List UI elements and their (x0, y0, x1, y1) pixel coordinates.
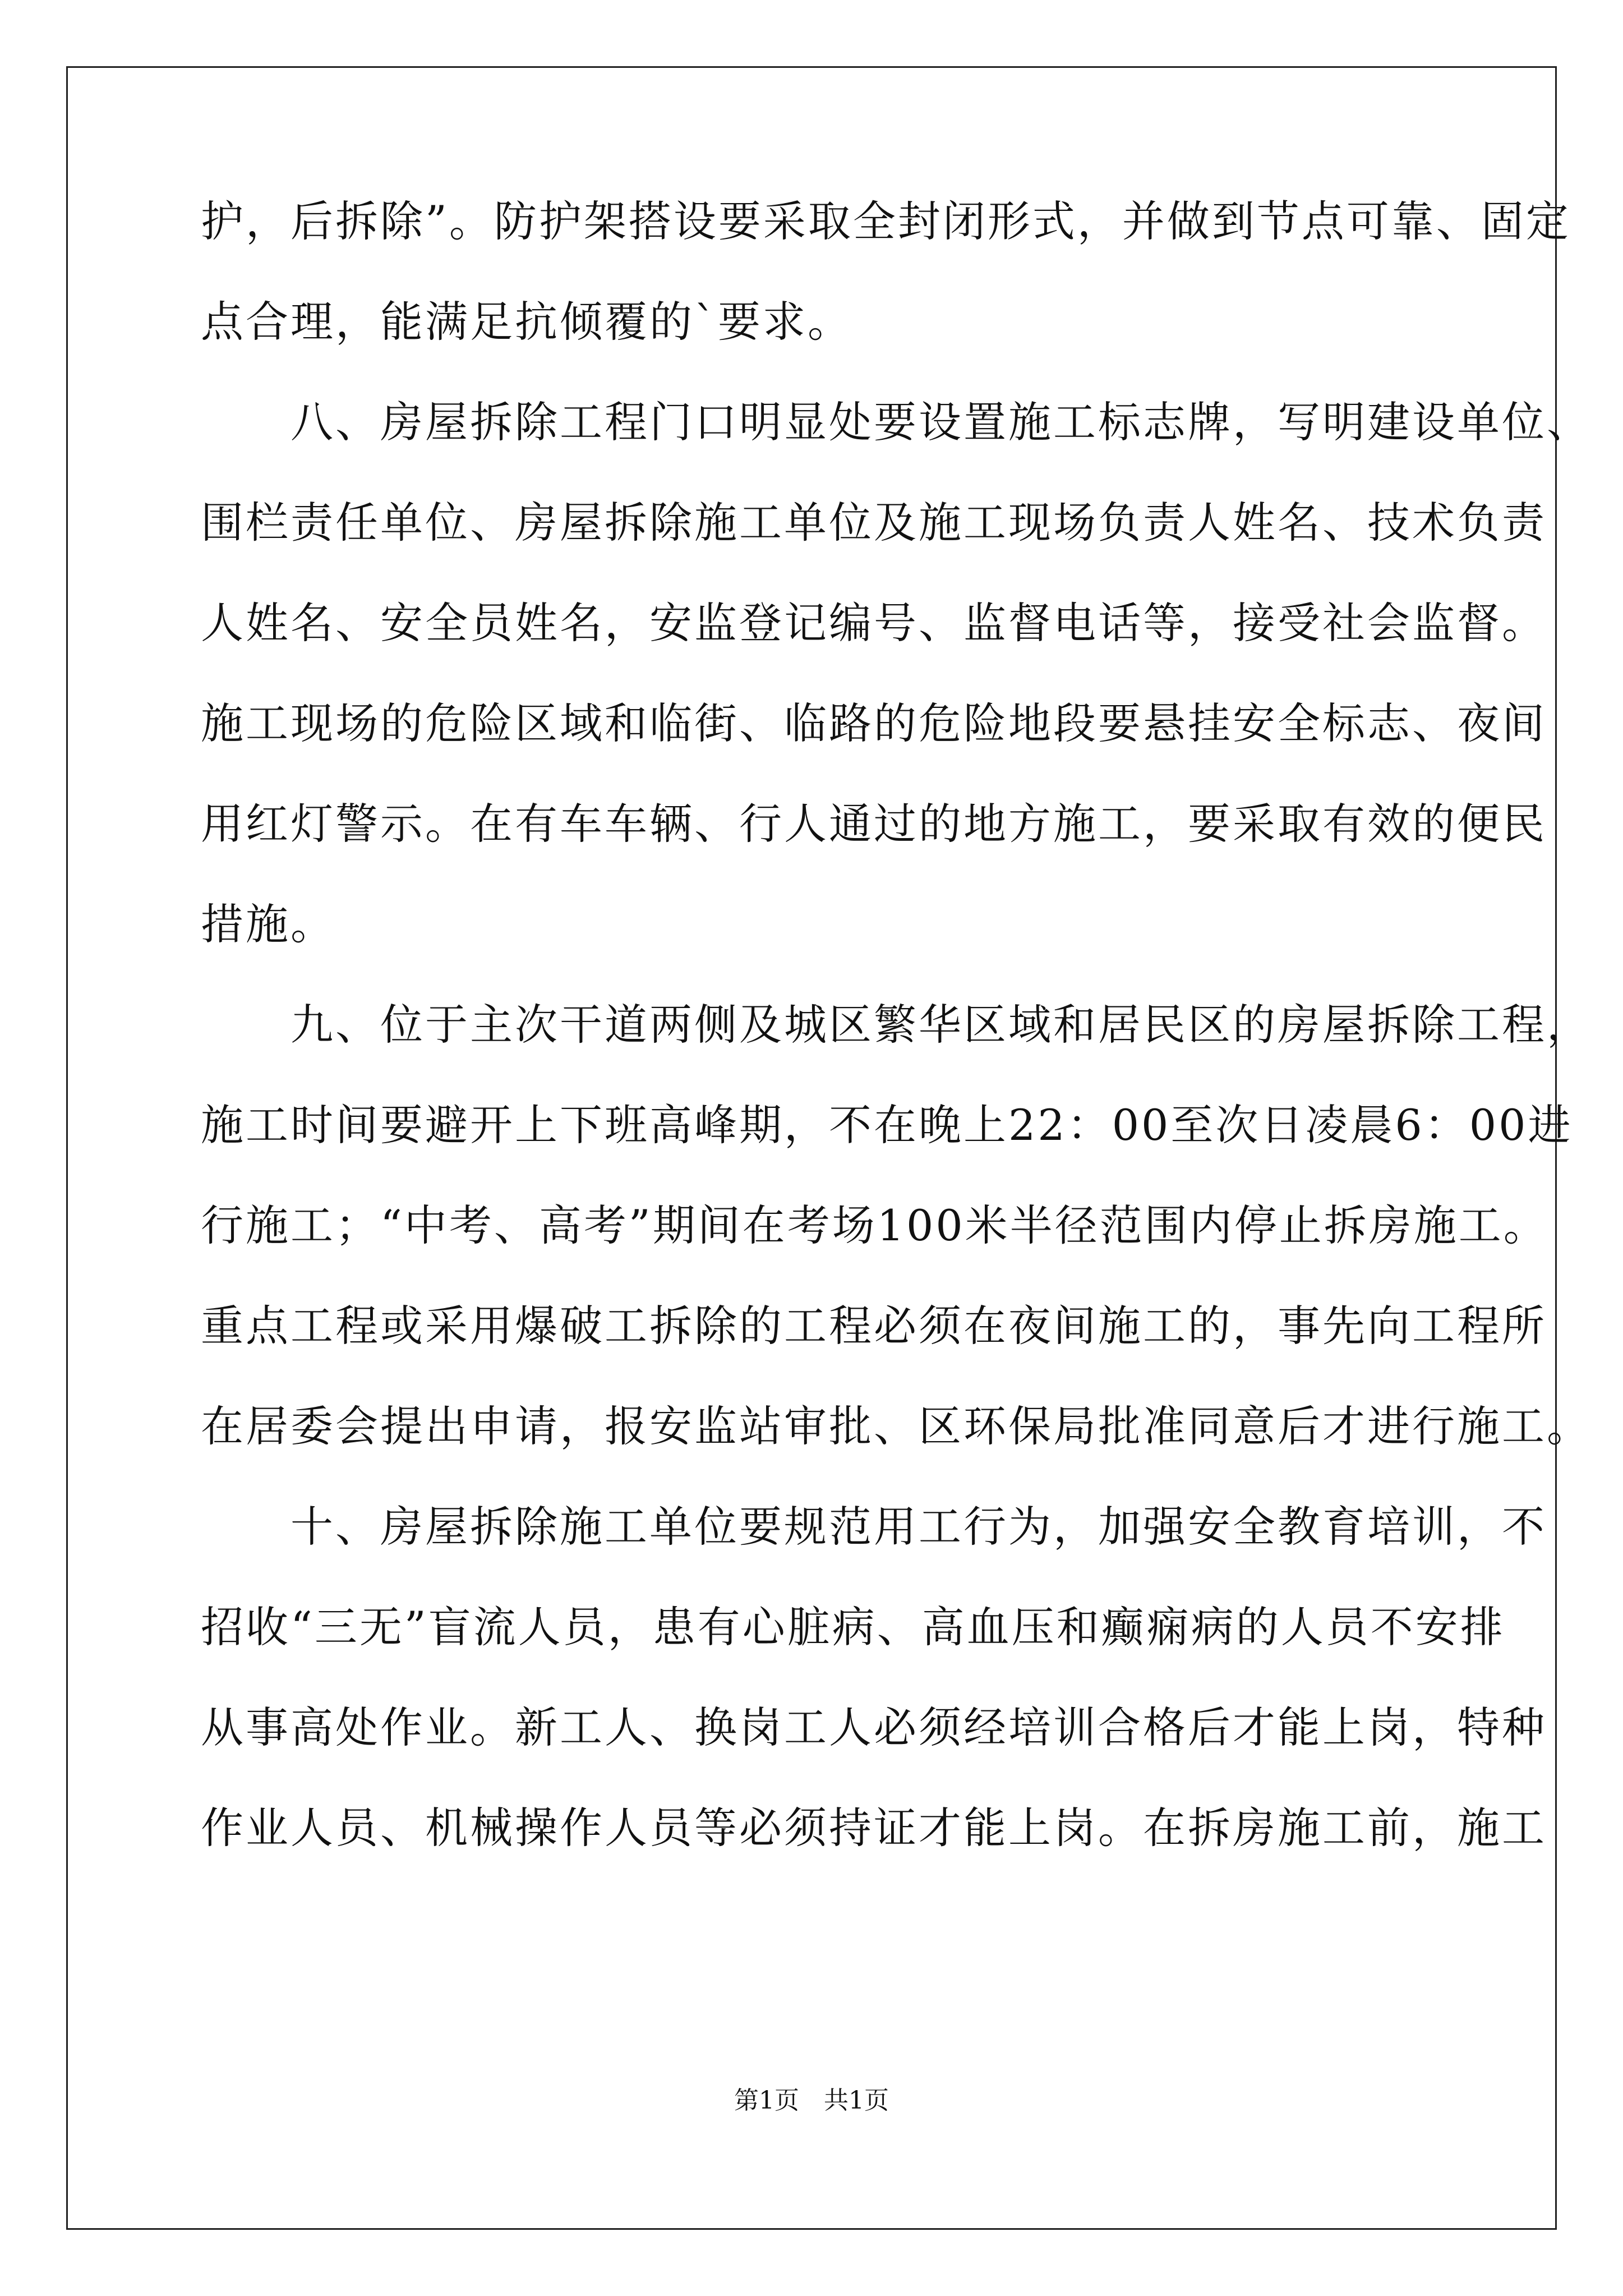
text-line: 在居委会提出申请，报安监站审批、区环保局批准同意后才进行施工。 (201, 1401, 1592, 1451)
text-line: 措施。 (201, 899, 335, 949)
text-line: 作业人员、机械操作人员等必须持证才能上岗。在拆房施工前，施工 (201, 1803, 1547, 1853)
text-line: 施工时间要避开上下班高峰期，不在晚上22：00至次日凌晨6：00进 (201, 1100, 1573, 1150)
text-line: 重点工程或采用爆破工拆除的工程必须在夜间施工的，事先向工程所 (201, 1301, 1547, 1351)
text-line: 人姓名、安全员姓名，安监登记编号、监督电话等，接受社会监督。 (201, 598, 1547, 648)
text-line: 行施工；“中考、高考”期间在考场100米半径范围内停止拆房施工。 (201, 1200, 1548, 1250)
text-line: 用红灯警示。在有车车辆、行人通过的地方施工，要采取有效的便民 (201, 799, 1547, 849)
text-line: 从事高处作业。新工人、换岗工人必须经培训合格后才能上岗，特种 (201, 1703, 1547, 1752)
text-line: 招收“三无”盲流人员，患有心脏病、高血压和癫痫病的人员不安排 (201, 1602, 1505, 1652)
text-line: 围栏责任单位、房屋拆除施工单位及施工现场负责人姓名、技术负责 (201, 498, 1547, 547)
text-line: 施工现场的危险区域和临街、临路的危险地段要悬挂安全标志、夜间 (201, 698, 1547, 748)
text-line: 九、位于主次干道两侧及城区繁华区域和居民区的房屋拆除工程， (201, 1000, 1592, 1050)
text-line: 护，后拆除”。防护架搭设要采取全封闭形式，并做到节点可靠、固定 (201, 196, 1571, 246)
text-line: 八、房屋拆除工程门口明显处要设置施工标志牌，写明建设单位、 (201, 397, 1592, 447)
page-footer: 第1页 共1页 (734, 2086, 889, 2115)
text-line: 点合理，能满足抗倾覆的`要求。 (201, 297, 852, 347)
text-line: 十、房屋拆除施工单位要规范用工行为，加强安全教育培训，不 (201, 1502, 1547, 1552)
